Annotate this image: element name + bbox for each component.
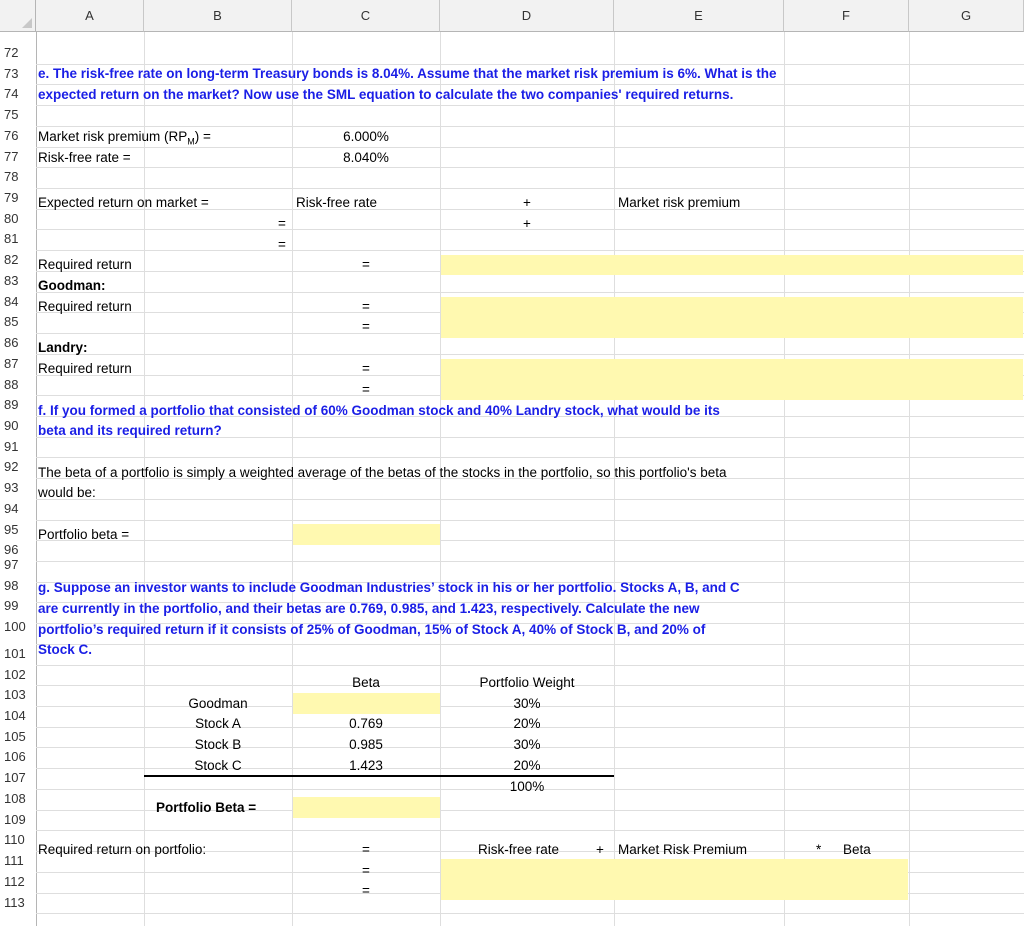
equals-sign: = xyxy=(278,237,286,252)
grid-hline xyxy=(36,188,1024,189)
row-header[interactable]: 75 xyxy=(4,107,19,123)
grid-hline xyxy=(36,561,1024,562)
question-e-line2: expected return on the market? Now use the SML equation to calculate the two companies' required returns. xyxy=(38,87,734,102)
select-all-corner[interactable] xyxy=(0,0,36,32)
multiply-sign: * xyxy=(816,842,822,857)
equals-sign: = xyxy=(362,319,370,334)
column-header-c[interactable]: C xyxy=(292,0,440,32)
row-header[interactable]: 74 xyxy=(4,86,19,102)
stock-weight: 30% xyxy=(513,696,541,711)
row-header[interactable]: 113 xyxy=(4,894,25,910)
row-header[interactable]: 92 xyxy=(4,459,19,475)
grid-hline xyxy=(36,830,1024,831)
row-header[interactable]: 106 xyxy=(4,749,26,765)
row-header[interactable]: 86 xyxy=(4,335,19,351)
expected-market-label: Expected return on market = xyxy=(38,195,209,210)
expected-market-input-cell[interactable] xyxy=(441,255,1023,275)
grid-hline xyxy=(36,354,1024,355)
row-header[interactable]: 96 xyxy=(4,542,19,558)
rf-label: Risk-free rate = xyxy=(38,150,131,165)
row-header[interactable]: 76 xyxy=(4,127,19,143)
row-header[interactable]: 100 xyxy=(4,619,26,635)
grid-hline xyxy=(36,665,1024,666)
row-header[interactable]: 81 xyxy=(4,231,19,247)
landry-required-return-label: Required return xyxy=(38,361,132,376)
row-header[interactable]: 84 xyxy=(4,293,19,309)
row-header[interactable]: 73 xyxy=(4,65,19,81)
rf-rate-label: Risk-free rate xyxy=(478,842,560,857)
row-header[interactable]: 104 xyxy=(4,708,26,724)
row-header[interactable]: 107 xyxy=(4,770,26,786)
grid-hline xyxy=(36,644,1024,645)
stock-weight: 20% xyxy=(513,716,541,731)
stock-weight: 30% xyxy=(513,737,541,752)
question-g-line2: are currently in the portfolio, and their betas are 0.769, 0.985, and 1.423, respectively. Calculate the new xyxy=(38,601,700,616)
portfolio-beta-note-line2: would be: xyxy=(38,485,96,500)
stock-beta: 0.769 xyxy=(349,716,383,731)
row-header[interactable]: 103 xyxy=(4,687,26,703)
row-header[interactable]: 79 xyxy=(4,190,19,206)
grid-hline xyxy=(36,292,1024,293)
stock-beta: 1.423 xyxy=(349,758,383,773)
plus-sign: + xyxy=(523,195,531,210)
column-header-b[interactable]: B xyxy=(144,0,292,32)
question-f-line2: beta and its required return? xyxy=(38,423,222,438)
grid-hline xyxy=(36,520,1024,521)
plus-sign: + xyxy=(523,216,531,231)
row-header[interactable]: 78 xyxy=(4,169,19,185)
column-header-g[interactable]: G xyxy=(909,0,1024,32)
equals-sign: = xyxy=(278,216,286,231)
landry-required-return-input-cell[interactable] xyxy=(441,359,1023,400)
question-g-line1: g. Suppose an investor wants to include Goodman Industries’ stock in his or her portfolio. Stocks A, B, and C xyxy=(38,580,740,595)
row-header[interactable]: 90 xyxy=(4,417,19,433)
row-header[interactable]: 108 xyxy=(4,790,26,806)
rf-value[interactable]: 8.040% xyxy=(343,150,389,165)
grid-hline xyxy=(36,167,1024,168)
expected-market-mrp-label: Market risk premium xyxy=(618,195,741,210)
row-header[interactable]: 101 xyxy=(4,645,26,661)
beta-column-header: Beta xyxy=(352,675,380,690)
question-g-line3: portfolio’s required return if it consists of 25% of Goodman, 15% of Stock A, 40% of Stock B, and 20% of xyxy=(38,622,706,637)
grid-hline xyxy=(36,457,1024,458)
expected-market-rf-label: Risk-free rate xyxy=(296,195,378,210)
row-header[interactable]: 83 xyxy=(4,272,19,288)
landry-heading: Landry: xyxy=(38,340,88,355)
weight-column-header: Portfolio Weight xyxy=(479,675,575,690)
portfolio-beta-input-cell[interactable] xyxy=(293,524,440,545)
column-header-f[interactable]: F xyxy=(784,0,909,32)
question-g-line4: Stock C. xyxy=(38,642,93,657)
total-weight: 100% xyxy=(509,779,545,794)
row-header[interactable]: 89 xyxy=(4,397,19,413)
goodman-beta-input-cell[interactable] xyxy=(293,693,440,714)
row-header[interactable]: 93 xyxy=(4,480,19,496)
goodman-required-return-input-cell[interactable] xyxy=(441,297,1023,338)
equals-sign: = xyxy=(362,361,370,376)
row-header[interactable]: 95 xyxy=(4,521,19,537)
row-header[interactable]: 80 xyxy=(4,210,19,226)
mrp-value[interactable]: 6.000% xyxy=(343,129,389,144)
question-e-line1: e. The risk-free rate on long-term Treasury bonds is 8.04%. Assume that the market risk premium is 6%. What is the xyxy=(38,66,777,81)
grid-hline xyxy=(36,913,1024,914)
row-header[interactable]: 97 xyxy=(4,557,19,572)
row-header[interactable]: 102 xyxy=(4,666,26,682)
grid-hline xyxy=(36,499,1024,500)
portfolio-beta-label: Portfolio beta = xyxy=(38,527,130,542)
row-header[interactable]: 87 xyxy=(4,355,19,371)
stock-name: Stock C xyxy=(194,758,242,773)
stock-name: Goodman xyxy=(188,696,248,711)
equals-sign: = xyxy=(362,842,370,857)
equals-sign: = xyxy=(362,257,370,272)
required-return-label: Required return xyxy=(38,257,132,272)
row-header[interactable]: 98 xyxy=(4,577,19,593)
row-header[interactable]: 72 xyxy=(4,45,19,60)
row-header[interactable]: 82 xyxy=(4,252,19,268)
equals-sign: = xyxy=(362,382,370,397)
row-header[interactable]: 109 xyxy=(4,811,26,827)
column-header-e[interactable]: E xyxy=(614,0,784,32)
row-header[interactable]: 94 xyxy=(4,500,19,516)
stock-name: Stock A xyxy=(195,716,241,731)
column-header-d[interactable]: D xyxy=(440,0,614,32)
row-header[interactable]: 91 xyxy=(4,438,19,454)
row-header[interactable]: 99 xyxy=(4,598,19,614)
stock-weight: 20% xyxy=(513,758,541,773)
required-return-portfolio-input-cell[interactable] xyxy=(441,859,908,900)
stock-beta: 0.985 xyxy=(349,737,383,752)
grid-hline xyxy=(36,540,1024,541)
goodman-required-return-label: Required return xyxy=(38,299,132,314)
portfolio-beta-g-input-cell[interactable] xyxy=(293,797,440,818)
question-f-line1: f. If you formed a portfolio that consisted of 60% Goodman stock and 40% Landry stock, what would be its xyxy=(38,403,720,418)
portfolio-beta-g-label: Portfolio Beta = xyxy=(156,800,257,815)
mrp-label-g: Market Risk Premium xyxy=(618,842,748,857)
row-header[interactable]: 112 xyxy=(4,873,25,889)
row-header[interactable]: 88 xyxy=(4,376,19,392)
portfolio-beta-note-line1: The beta of a portfolio is simply a weighted average of the betas of the stocks in the portfolio, so this portfolio's beta xyxy=(38,465,727,480)
equals-sign: = xyxy=(362,299,370,314)
required-return-portfolio-label: Required return on portfolio: xyxy=(38,842,207,857)
column-header-a[interactable]: A xyxy=(36,0,144,32)
row-header[interactable]: 85 xyxy=(4,314,19,330)
plus-sign: + xyxy=(596,842,604,857)
grid-hline xyxy=(36,250,1024,251)
stock-name: Stock B xyxy=(194,737,242,752)
equals-sign: = xyxy=(362,883,370,898)
row-header[interactable]: 110 xyxy=(4,832,25,848)
row-header[interactable]: 111 xyxy=(4,853,24,869)
mrp-label: Market risk premium $(RP_M)$ = xyxy=(38,129,211,147)
equals-sign: = xyxy=(362,863,370,878)
beta-label: Beta xyxy=(843,842,871,857)
row-header[interactable]: 105 xyxy=(4,728,26,744)
goodman-heading: Goodman: xyxy=(38,278,106,293)
row-header[interactable]: 77 xyxy=(4,148,19,164)
